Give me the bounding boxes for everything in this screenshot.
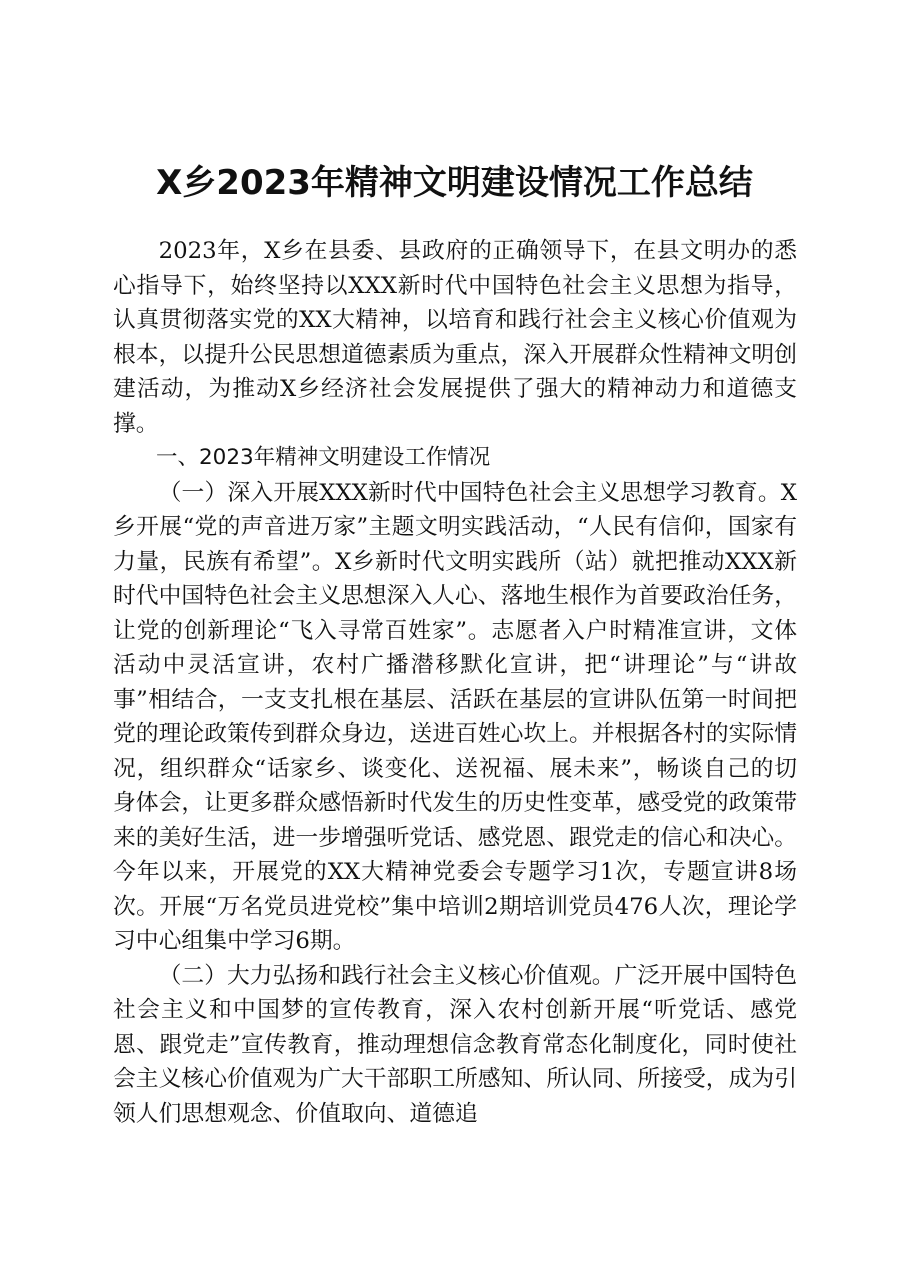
section-paragraph-2: （二）大力弘扬和践行社会主义核心价值观。广泛开展中国特色社会主义和中国梦的宣传教育，深入农村创新开展“听党话、感党恩、跟党走”宣传教育，推动理想信念教育常态化制度化，同时使社会主义核心价值观为广大干部职工所感知、所认同、所接受，成为引领人们思想观念、价值取向、道德追 [113,962,797,1127]
document-body [113,234,797,1131]
section-heading: 一、2023年精神文明建设工作情况 [156,445,491,470]
intro-paragraph: 2023年，X乡在县委、县政府的正确领导下，在县文明办的悉心指导下，始终坚持以XXX新时代中国特色社会主义思想为指导，认真贯彻落实党的XX大精神，以培育和践行社会主义核心价值观为根本，以提升公民思想道德素质为重点，深入开展群众性精神文明创建活动，为推动X乡经济社会发展提供了强大的精神动力和道德支撑。 [113,238,797,437]
document-title: X乡2023年精神文明建设情况工作总结 [156,163,753,203]
section-paragraph-1: （一）深入开展XXX新时代中国特色社会主义思想学习教育。X乡开展“党的声音进万家”主题文明实践活动，“人民有信仰，国家有力量，民族有希望”。X乡新时代文明实践所（站）就把推动XXX新时代中国特色社会主义思想深入人心、落地生根作为首要政治任务，让党的创新理论“飞入寻常百姓家”。志愿者入户时精准宣讲，文体活动中灵活宣讲，农村广播潜移默化宣讲，把“讲理论”与“讲故事”相结合，一支支扎根在基层、活跃在基层的宣讲队伍第一时间把党的理论政策传到群众身边，送进百姓心坎上。并根据各村的实际情况，组织群众“话家乡、谈变化、送祝福、展未来”，畅谈自己的切身体会，让更多群众感悟新时代发生的历史性变革，感受党的政策带来的美好生活，进一步增强听党话、感党恩、跟党走的信心和决心。今年以来，开展党的XX大精神党委会专题学习1次，专题宣讲8场次。开展“万名党员进党校”集中培训2期培训党员476人次，理论学习中心组集中学习6期。 [113,479,797,954]
